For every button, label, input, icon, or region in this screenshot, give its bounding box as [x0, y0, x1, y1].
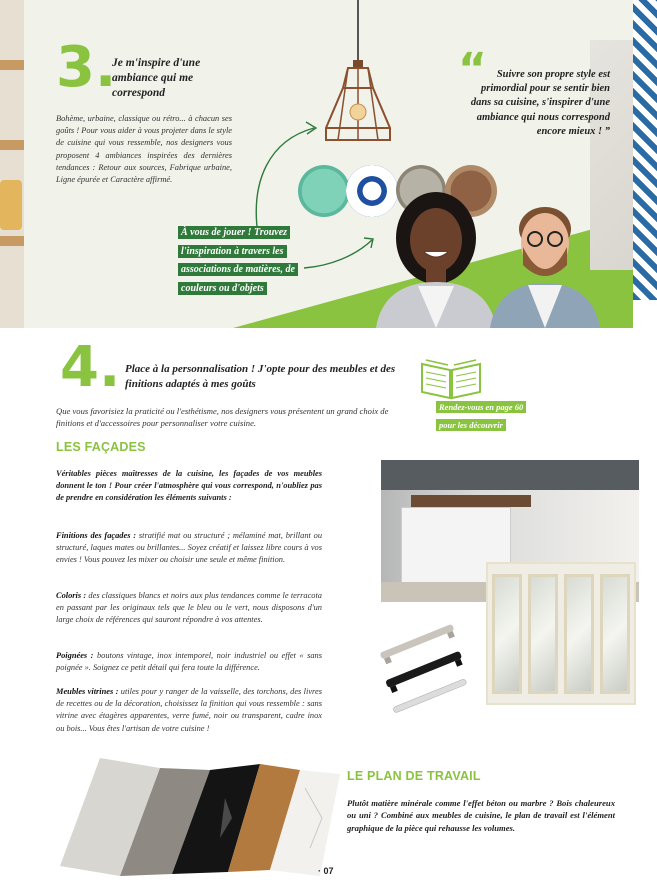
shelf-plank: [0, 140, 24, 150]
poignees-label: Poignées :: [56, 651, 94, 660]
cabinet-door: [528, 574, 558, 694]
vitrines-label: Meubles vitrines :: [56, 687, 119, 696]
blue-tile-pattern: [633, 0, 657, 300]
shelf-plank: [0, 60, 24, 70]
vitrines-paragraph: [56, 686, 322, 735]
section-3-body: Bohème, urbaine, classique ou rétro... à chacun ses goûts ! Pour vous aider à vous projeter dans le style de cuisine qui vous ressemble, nos designers vous proposent 4 ambiances inspirées des dernières tendances : Retour aux sources, Fabrique urbaine, Ligne épurée et Caractère affirmé.: [56, 114, 232, 184]
inspiration-callout: [178, 222, 318, 296]
quote-mark-icon: “: [458, 44, 487, 95]
page-number: · 07: [318, 866, 334, 876]
section-3-heading: Je m'inspire d'une ambiance qui me correspond: [112, 57, 201, 99]
woman-photo: [372, 190, 500, 328]
open-book-icon: [418, 354, 484, 400]
section-3-number: 3.: [56, 35, 117, 100]
section-4-number: 4.: [60, 335, 121, 400]
section-4-heading: Place à la personnalisation ! J'opte pour des meubles et des finitions adaptés à mes goûts: [125, 363, 396, 391]
cabinet-door: [600, 574, 630, 694]
coloris-paragraph: [56, 590, 322, 627]
handles-photo: [370, 615, 480, 725]
designer-quote: Suivre son propre style est primordial pour se sentir bien dans sa cuisine, s'inspirer d'une ambiance qui nous correspond encore mieux ! ”: [470, 69, 610, 137]
glass-cabinet-photo: [486, 562, 636, 705]
worktop-samples-photo: [60, 758, 340, 876]
worktop-heading: LE PLAN DE TRAVAIL: [347, 769, 481, 783]
finitions-label: Finitions des façades :: [56, 531, 137, 540]
worktop-body: Plutôt matière minérale comme l'effet béton ou marbre ? Bois chaleureux ou uni ? Combiné aux meubles de cuisine, le plan de travail est l'élément graphique de la pièce qui rehausse les volumes.: [347, 798, 615, 833]
man-photo: [490, 195, 600, 328]
page-reference-text: Rendez-vous en page 60 pour les découvrir: [436, 401, 526, 431]
poignees-text: boutons vintage, inox intemporel, noir industriel ou effet « sans poignée ». Soignez ce petit détail qui fera toute la différence.: [56, 651, 322, 673]
pasta-jar: [0, 180, 22, 230]
vitrines-text: utiles pour y ranger de la vaisselle, des torchons, des livres de recettes ou de la décoration, choisissez la finition qui vous ressemble : sans vitrine avec étagères apparentes, verre fumé, noir ou transparent, cadre inox ou bois... Vous êtes l'artisan de votre cuisine !: [56, 687, 322, 733]
poignees-paragraph: [56, 650, 322, 674]
shelf-photo-edge: [0, 0, 24, 328]
shelf-plank: [0, 236, 24, 246]
section-4-intro: Que vous favorisiez la praticité ou l'esthétisme, nos designers vous présentent un grand choix de finitions et d'accessoires pour personnaliser votre cuisine.: [56, 406, 389, 429]
facades-intro: Véritables pièces maîtresses de la cuisine, les façades de vos meubles donnent le ton ! Pour créer l'atmosphère qui vous correspond, n'oubliez pas de prendre en considération les éléments suivants :: [56, 469, 322, 503]
cabinet-door: [564, 574, 594, 694]
callout-text: À vous de jouer ! Trouvez l'inspiration à travers les associations de matières, de couleurs ou d'objets: [178, 226, 298, 295]
steel-handle: [393, 679, 468, 714]
page-reference-badge: [436, 397, 526, 433]
kitchen-counter: [411, 495, 531, 507]
green-plate: [298, 165, 350, 217]
finitions-text: stratifié mat ou structuré ; mélaminé mat, brillant ou structuré, laques mates ou brillantes... Soyez créatif et laissez libre cours à vos envies ! Vous pouvez les mixer ou choisir une seule et même finition.: [56, 531, 323, 565]
coloris-label: Coloris :: [56, 591, 87, 600]
kitchen-wall: [381, 460, 639, 490]
coloris-text: des classiques blancs et noirs aux plus tendances comme le terracota en passant par les originaux tels que le bleu ou le vert, nous disposons d'un large choix de références qui sauront répondre à vos attentes.: [56, 591, 322, 625]
cabinet-door: [492, 574, 522, 694]
finitions-paragraph: [56, 530, 322, 567]
facades-heading: LES FAÇADES: [56, 440, 146, 454]
pendant-lamp-icon: [318, 0, 398, 150]
